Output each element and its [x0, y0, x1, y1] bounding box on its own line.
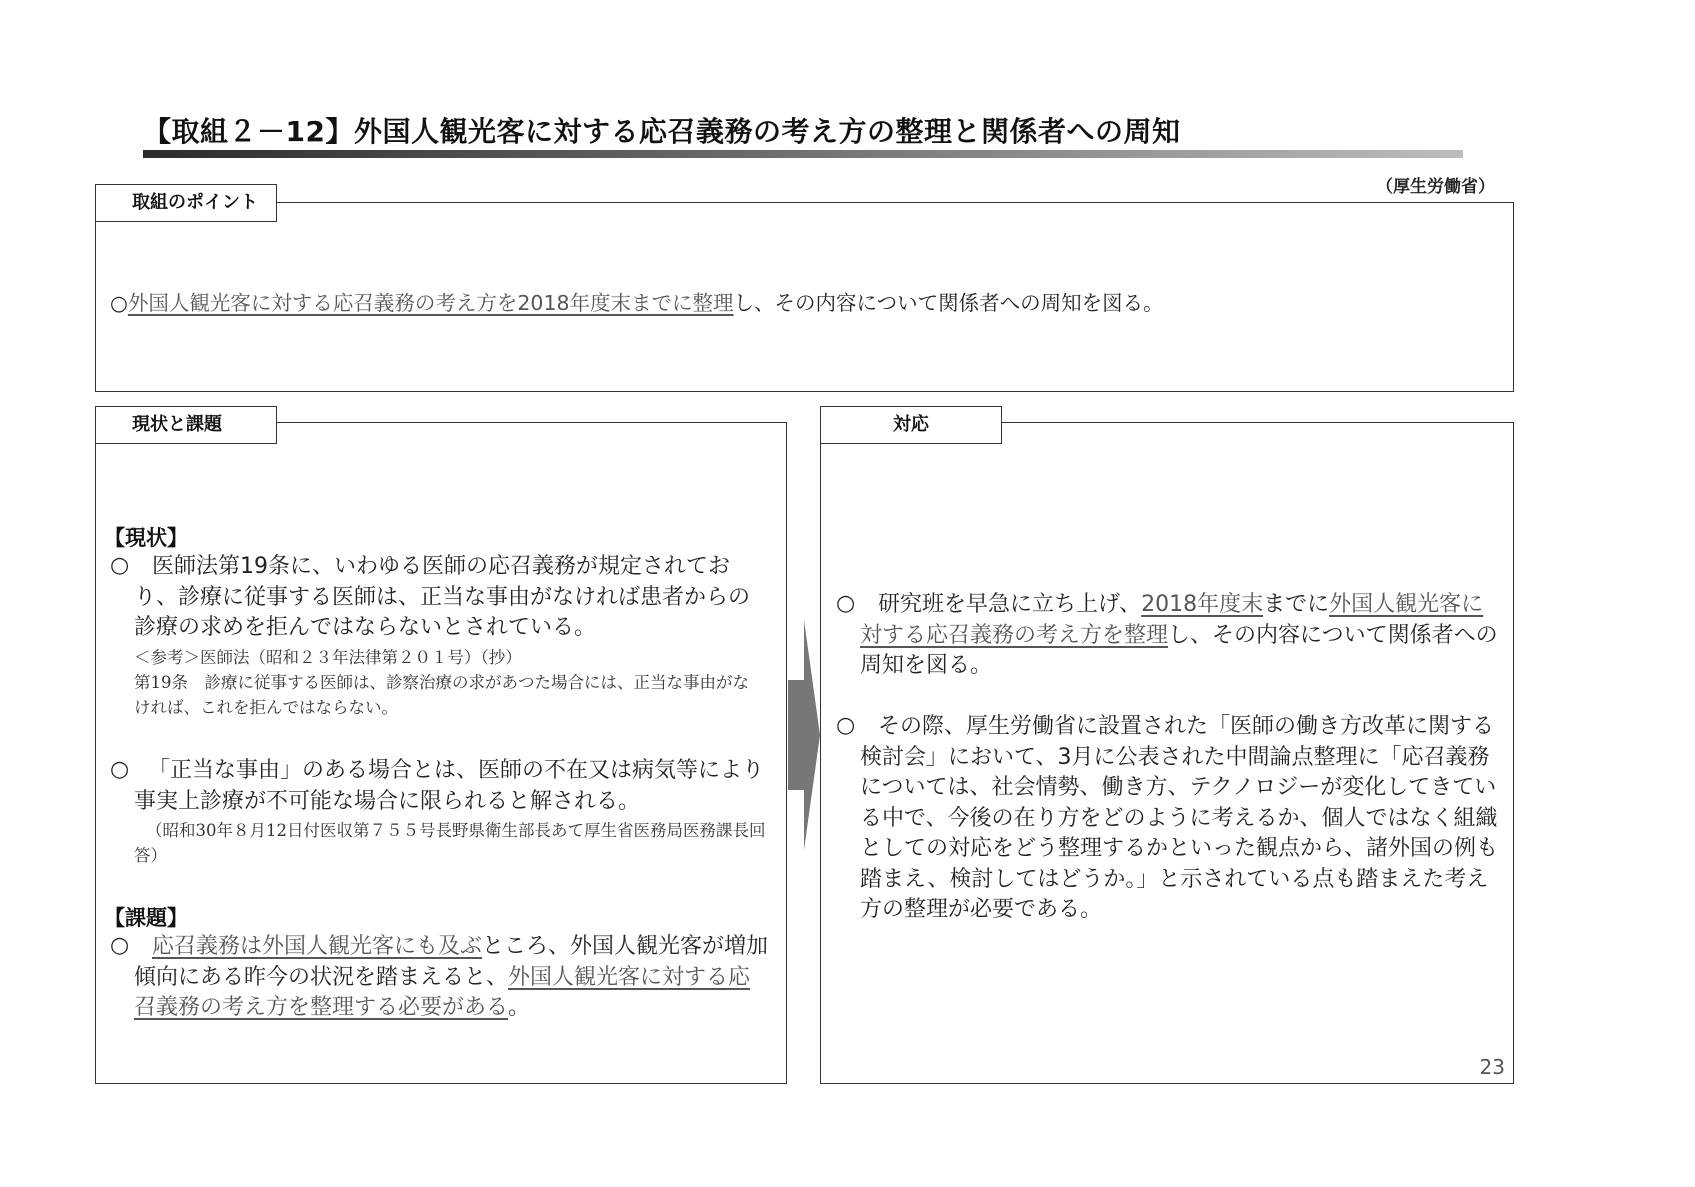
reference-article: 第19条 診療に従事する医師は、診察治療の求があつた場合には、正当な事由がなければ、これを拒んではならない。: [134, 673, 749, 717]
response-item1-text: [860, 590, 1500, 682]
page-title: 【取組２－12】外国人観光客に対する応召義務の考え方の整理と関係者への周知: [143, 115, 1181, 148]
kadai-end-text: 。: [508, 995, 531, 1020]
kadai-middle-text: ところ、外国人観光客が増加傾向にある昨今の状況を踏まえると、: [134, 934, 769, 990]
status-issues-tab: [95, 406, 277, 444]
genjo-item1-mark: ○: [110, 553, 130, 578]
title-underline-bar: [143, 150, 1463, 158]
response-item1-mark: ○: [836, 591, 856, 616]
response-item1-pre: 研究班を早急に立ち上げ、: [878, 592, 1142, 617]
right-arrow-icon: [788, 620, 820, 850]
response-item1-underlined-1: 2018年度末: [1141, 592, 1264, 617]
point-box-tab: [95, 184, 277, 222]
response-item2-text: その際、厚生労働省に設置された「医師の働き方改革に関する検討会」において、3月に公表された中間論点整理に「応召義務については、社会情勢、働き方、テクノロジーが変化してきている中で、今後の在り方をどのように考えるか、個人ではなく組織としての対応をどう整理するかといった観点から、諸外国の例も踏まえ、検討してはどうか。」と示されている点も踏まえた考え方の整理が必要である。: [860, 714, 1499, 922]
kadai-item-mark: ○: [110, 933, 130, 958]
genjo-item2-text: 「正当な事由」のある場合とは、医師の不在又は病気等により事実上診療が不可能な場合に限られると解される。: [134, 758, 765, 814]
response-tab: [820, 406, 1002, 444]
genjo-heading: 【現状】: [104, 526, 188, 550]
reference-heading: ＜参考＞医師法（昭和２３年法律第２０１号）（抄）: [134, 648, 522, 667]
point-rest-text: し、その内容について関係者への周知を図る。: [733, 291, 1164, 315]
genjo-item1-text: 医師法第19条に、いわゆる医師の応召義務が規定されており、診療に従事する医師は、正当な事由がなければ患者からの診療の求めを拒んではならないとされている。: [134, 554, 751, 640]
point-underlined-text: 外国人観光客に対する応召義務の考え方を2018年度末までに整理: [127, 291, 734, 315]
kadai-underlined-1: 応召義務は外国人観光客にも及ぶ: [152, 934, 483, 959]
status-issues-tab-label: 現状と課題: [132, 414, 222, 435]
ministry-label: （厚生労働省）: [1376, 177, 1495, 197]
genjo-item2-note: （昭和30年８月12日付医収第７５５号長野県衛生部長あて厚生省医務局医務課長回答）: [134, 821, 766, 865]
kadai-item-text: [134, 932, 769, 1024]
kadai-underlined-2: 外国人観光客に対する応召義務の考え方を整理する必要がある: [134, 964, 751, 1020]
genjo-item2-mark: ○: [110, 757, 130, 782]
kadai-heading: 【課題】: [104, 906, 188, 930]
response-item2-mark: ○: [836, 713, 856, 738]
page-number: 23: [1479, 1055, 1505, 1079]
point-text: [110, 286, 1164, 316]
response-item1-post: し、その内容について関係者への周知を図る。: [860, 622, 1498, 678]
response-item1-underlined-2: 外国人観光客に対する応召義務の考え方を整理: [860, 592, 1484, 648]
response-item1-mid: までに: [1263, 592, 1330, 617]
response-tab-label: 対応: [893, 414, 929, 435]
point-mark: ○: [110, 291, 128, 315]
point-box-tab-label: 取組のポイント: [132, 192, 258, 213]
